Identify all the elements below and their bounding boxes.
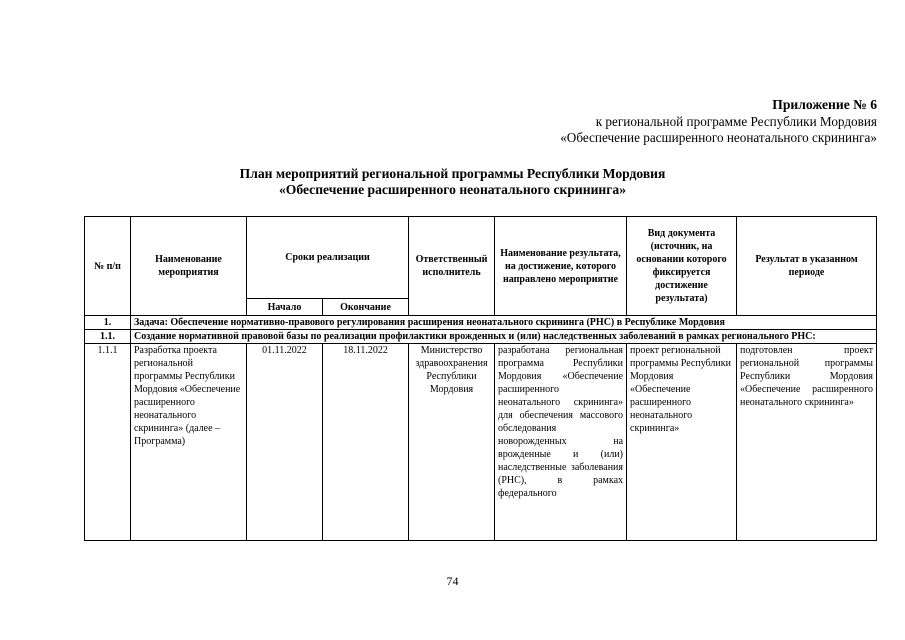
row-doc-type: проект региональной программы Республики Мордовия «Обеспечение расширенного неонатального скрининга»	[627, 344, 737, 541]
row-start: 01.11.2022	[247, 344, 323, 541]
page-number: 74	[446, 574, 459, 588]
subtask-row	[85, 330, 877, 344]
appendix-line-1: к региональной программе Республики Мордовия	[595, 113, 877, 129]
row-name-text: Разработка проекта региональной программы Республики Мордовия «Обеспечение расширенного неонатального скрининга» (далее – Программа)	[134, 345, 241, 447]
task-row	[85, 316, 877, 330]
row-result-period: подготовлен проект региональной программы Республики Мордовия «Обеспечение расширенного неонатального скрининга»	[737, 344, 877, 541]
row-executor: Министерство здравоохранения Республики Мордовия	[409, 344, 495, 541]
plan-table	[84, 216, 877, 541]
task-num: 1.	[85, 316, 131, 330]
header-executor: Ответственный исполнитель	[409, 217, 495, 316]
header-result-name: Наименование результата, на достижение, которого направлено мероприятие	[495, 217, 627, 316]
task-text: Задача: Обеспечение нормативно-правового регулирования расширения неонатального скрининга (РНС) в Республике Мордовия	[131, 316, 877, 330]
row-result-name	[495, 344, 627, 541]
row-num: 1.1.1	[85, 344, 131, 541]
header-terms: Сроки реализации	[247, 217, 409, 299]
subtask-num: 1.1.	[85, 330, 131, 344]
header-result-period: Результат в указанном периоде	[737, 217, 877, 316]
appendix-block	[560, 97, 877, 147]
appendix-line-2: «Обеспечение расширенного неонатального скрининга»	[560, 130, 877, 145]
header-num: № п/п	[85, 217, 131, 316]
subtask-text: Создание нормативной правовой базы по реализации профилактики врожденных и (или) наследственных заболеваний в рамках регионального РНС:	[131, 330, 877, 344]
row-result-name-text: разработана региональная программа Республики Мордовия «Обеспечение расширенного неонатального скрининга» для обеспечения массового обследования новорожденных на врожденные и (или) наследственные заболевания (РНС), в рамках федерального	[498, 345, 624, 499]
row-end: 18.11.2022	[323, 344, 409, 541]
table-row	[85, 344, 877, 541]
row-name	[131, 344, 247, 541]
header-start: Начало	[247, 299, 323, 316]
appendix-title: Приложение № 6	[772, 97, 877, 112]
plan-heading	[0, 166, 905, 198]
header-doc-type: Вид документа (источник, на основании которого фиксируется достижение результата)	[627, 217, 737, 316]
header-row	[85, 217, 877, 299]
header-end: Окончание	[323, 299, 409, 316]
header-name: Наименование мероприятия	[131, 217, 247, 316]
plan-heading-line-2: «Обеспечение расширенного неонатального скрининга»	[278, 182, 627, 197]
plan-heading-line-1: План мероприятий региональной программы Республики Мордовия	[239, 166, 666, 181]
